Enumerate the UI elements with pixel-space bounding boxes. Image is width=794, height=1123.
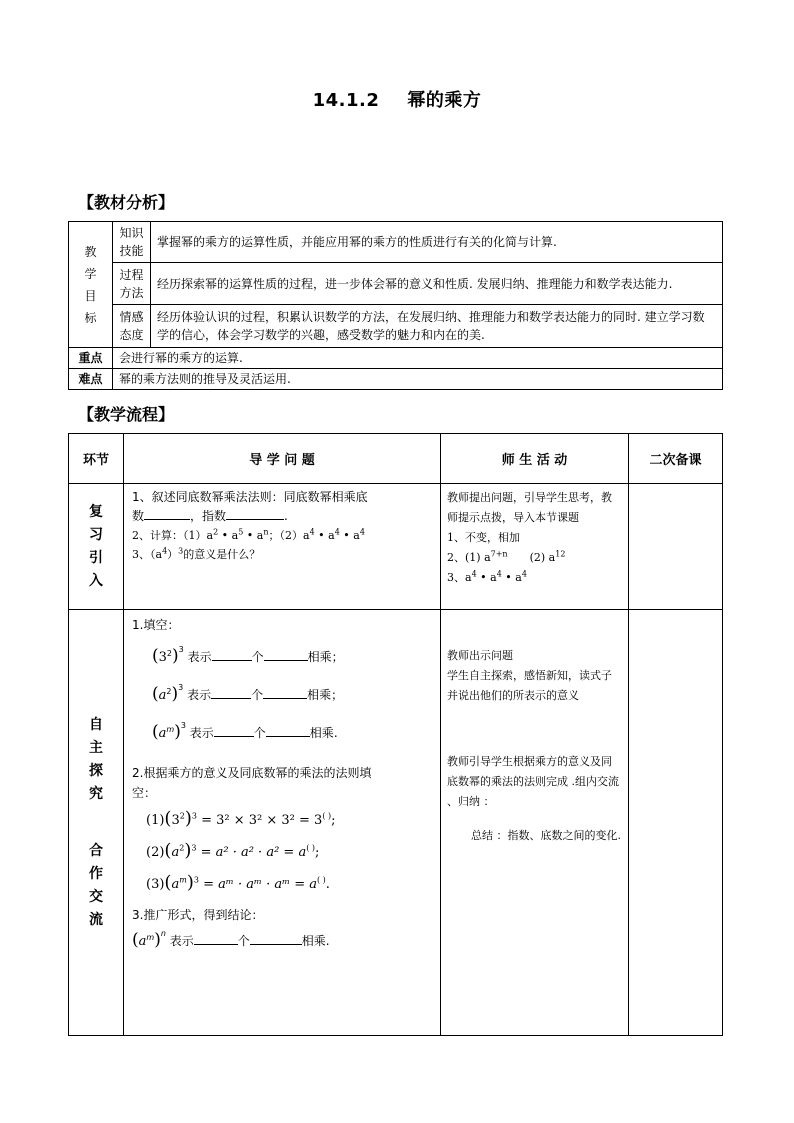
- rule-row: $(2)(a^2)^3 = a^2 \cdot a^2 \cdot a^2 = a^{( )}$;: [146, 840, 320, 861]
- rule-row: $(1)(3^2)^3 = 3^2 \times 3^2 \times 3^2 = 3^{( )}$;: [146, 808, 336, 829]
- blank[interactable]: [264, 648, 308, 661]
- review-q1: 1、叙述同底数幂乘法法则：同底数幂相乘底: [132, 490, 368, 504]
- difficult-point-label: 难点: [69, 369, 113, 390]
- blank[interactable]: [250, 932, 302, 945]
- title-number: 14.1.2: [312, 90, 380, 111]
- review-answer-3: 3、$a^4$ • $a^4$ • $a^4$: [447, 569, 527, 584]
- blank[interactable]: [266, 724, 310, 737]
- general-title: 3.推广形式，得到结论：: [132, 908, 264, 922]
- review-activity: 教师提出问题，引导学生思考，教师提示点拨，导入本节课题 1、不变，相加 2、(1) $a^{7+n}$ (2) $a^{12}$ 3、$a^4$ • $a^4$ • $a^4$: [441, 484, 629, 610]
- flow-table: [68, 433, 723, 1036]
- fill-row: $(a^2)^3$ 表示 个 相乘；: [152, 683, 344, 704]
- blank[interactable]: [263, 686, 307, 699]
- header-activity: 师 生 活 动: [441, 434, 629, 484]
- fill-row: $(3^2)^3$ 表示 个 相乘；: [152, 645, 344, 666]
- fill-row: $(a^m)^3$ 表示 个 相乘.: [152, 721, 338, 742]
- difficult-point-content: 幂的乘方法则的推导及灵活运用.: [113, 369, 723, 390]
- review-prep[interactable]: [629, 484, 723, 610]
- blank[interactable]: [211, 686, 251, 699]
- explore-questions: [124, 610, 441, 1036]
- explore-activity: 教师出示问题 学生自主探索，感悟新知，读式子并说出他们的所表示的意义 教师引导学生根据乘方的意义及同底数幂的乘法的法则完成 .组内交流 、归纳 ： 总结 ：指数、底数之间的变化.: [441, 610, 629, 1036]
- header-stage: 环节: [69, 434, 124, 484]
- header-question: 导 学 问 题: [124, 434, 441, 484]
- stage-explore: 自 主 探 究 合 作 交 流: [69, 610, 124, 1036]
- fill-title: 1.填空：: [132, 618, 180, 632]
- key-point-content: 会进行幂的乘方的运算.: [113, 348, 723, 369]
- blank[interactable]: [194, 932, 238, 945]
- blank[interactable]: [144, 507, 190, 520]
- analysis-table: [68, 221, 723, 390]
- title-text: 幂的乘方: [407, 90, 482, 111]
- key-point-label: 重点: [69, 348, 113, 369]
- review-q1-cont: 数 ，指数 .: [132, 509, 288, 523]
- goal-group-label: 教 学 目 标: [69, 222, 113, 348]
- explore-prep[interactable]: [629, 610, 723, 1036]
- general-row: $(a^m)^n$ 表示 个 相乘.: [132, 929, 330, 950]
- goal-content-knowledge: 掌握幂的乘方的运算性质，并能应用幂的乘方的性质进行有关的化简与计算.: [151, 222, 723, 263]
- review-answer-1: 1、不变，相加: [447, 531, 520, 544]
- goal-content-process: 经历探索幂的运算性质的过程，进一步体会幂的意义和性质. 发展归纳、推理能力和数学表达能力.: [151, 263, 723, 305]
- blank[interactable]: [226, 507, 284, 520]
- goal-label-knowledge: 知识 技能: [113, 222, 151, 263]
- flow-heading: 【教学流程】: [78, 405, 175, 424]
- goal-label-attitude: 情感 态度: [113, 305, 151, 348]
- analysis-heading: 【教材分析】: [78, 193, 175, 212]
- blank[interactable]: [214, 724, 254, 737]
- stage-review: 复 习 引 入: [69, 484, 124, 610]
- goal-content-attitude: 经历体验认识的过程，积累认识数学的方法，在发展归纳、推理能力和数学表达能力的同时. 建立学习数学的信心，体会学习数学的兴趣，感受数学的魅力和内在的美.: [151, 305, 723, 348]
- rule-row: $(3)(a^m)^3$ = aᵐ · aᵐ · aᵐ = a( ).: [146, 872, 330, 893]
- review-q2: 2、计算：$(1)a^2$ • $a^5$ • $a^n$；$(2)a^4$ • $a^4$ • $a^4$: [132, 527, 365, 542]
- page-title: [0, 86, 794, 112]
- header-prep: 二次备课: [629, 434, 723, 484]
- review-questions: [124, 484, 441, 610]
- goal-label-process: 过程 方法: [113, 263, 151, 305]
- review-answer-2: 2、(1) $a^{7+n}$ (2) $a^{12}$: [447, 549, 566, 564]
- blank[interactable]: [212, 648, 252, 661]
- review-q3: 3、$(a^4)^3$的意义是什么？: [132, 546, 261, 561]
- rule-title: 2.根据乘方的意义及同底数幂的乘法的法则填 空：: [132, 766, 372, 800]
